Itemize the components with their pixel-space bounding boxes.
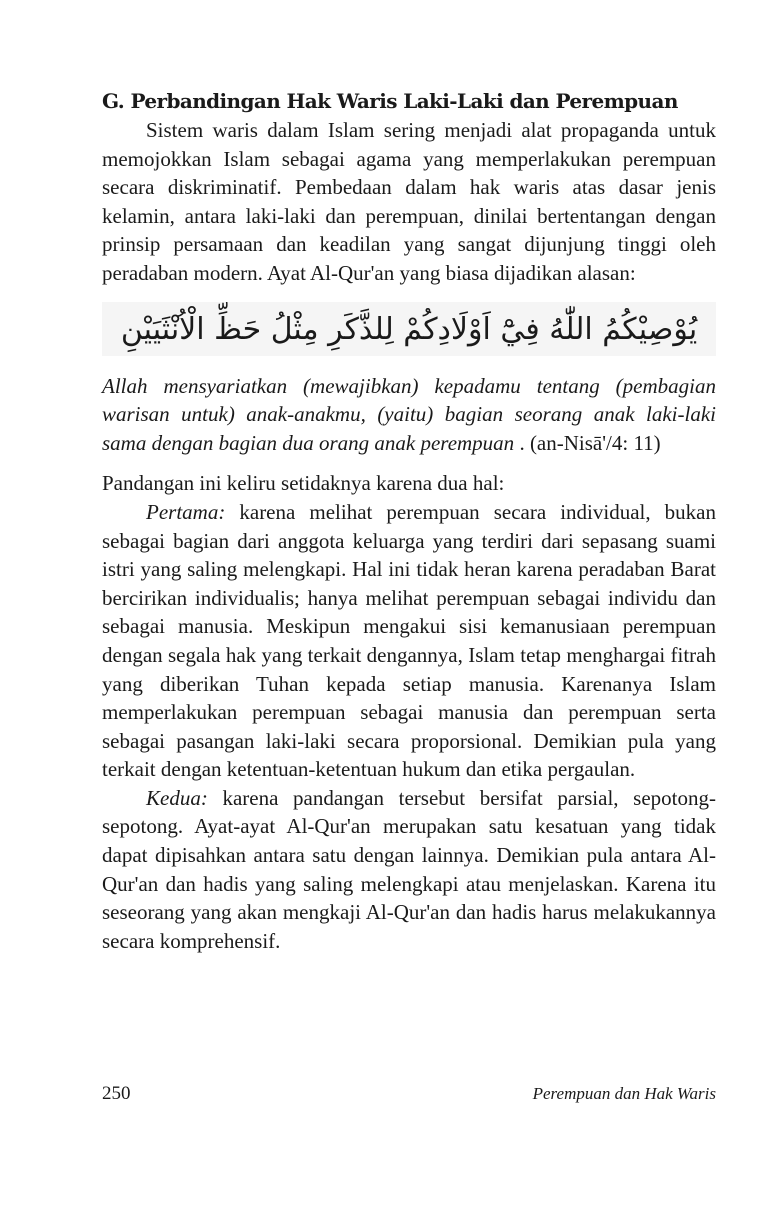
lead-sentence: Pandangan ini keliru setidaknya karena dua hal: [102,471,505,496]
page-content [102,86,716,955]
section-heading: G. Perbandingan Hak Waris Laki-Laki dan Perempuan [102,89,678,113]
verse-citation: . (an-Nisā'/4: 11) [519,430,661,455]
first-point-label: Pertama: [146,499,226,524]
translation-text: Allah mensyariatkan (mewajibkan) kepadamu tentang (pembagian warisan untuk) anak-anakmu, (yaitu) bagian seorang anak laki-laki sama dengan bagian dua orang anak perempuan [102,373,716,455]
quran-verse-arabic: يُوْصِيْكُمُ اللّٰهُ فِيْٓ اَوْلَادِكُمْ لِلذَّكَرِ مِثْلُ حَظِّ الْاُنْثَيَيْنِ [102,302,716,356]
page-number: 250 [102,1083,131,1104]
second-point-label: Kedua: [146,785,208,810]
first-point-text: karena melihat perempuan secara individual, bukan sebagai bagian dari anggota keluarga yang terdiri dari sepasang suami istri yang saling melengkapi. Hal ini tidak heran karena peradaban Barat bercirikan individualis; hanya melihat perempuan sebagai individu dan sebagai manusia. Meskipun mengakui sisi kemanusiaan perempuan dengan segala hak yang terkait dengannya, Islam tetap menghargai fitrah yang diberikan Tuhan kepada setiap manusia. Karenanya Islam memperlakukan perempuan sebagai manusia dan perempuan serta sebagai pasangan laki-laki secara proporsional. Demikian pula yang terkait dengan ketentuan-ketentuan hukum dan etika pergaulan. [102,499,716,782]
verse-translation [102,372,716,458]
spacer [102,457,716,469]
first-point-paragraph [102,498,716,784]
intro-paragraph: Sistem waris dalam Islam sering menjadi alat propaganda untuk memojokkan Islam sebagai agama yang memperlakukan perempuan secara diskriminatif. Pembedaan dalam hak waris atas dasar jenis kelamin, antara laki-laki dan perempuan, dinilai bertentangan dengan prinsip persamaan dan keadilan yang sangat dijunjung tinggi oleh peradaban modern. Ayat Al-Qur'an yang biasa dijadikan alasan: [102,118,716,285]
second-point-text: karena pandangan tersebut bersifat parsial, sepotong-sepotong. Ayat-ayat Al-Qur'an merupakan satu kesatuan yang tidak dapat dipisahkan antara satu dengan lainnya. Demikian pula antara Al-Qur'an dan hadis yang saling melengkapi atau menjelaskan. Karena itu seseorang yang akan mengkaji Al-Qur'an dan hadis harus melakukannya secara komprehensif. [102,785,716,953]
page-footer [102,1083,716,1105]
running-title: Perempuan dan Hak Waris [532,1084,716,1103]
second-point-paragraph [102,784,716,956]
